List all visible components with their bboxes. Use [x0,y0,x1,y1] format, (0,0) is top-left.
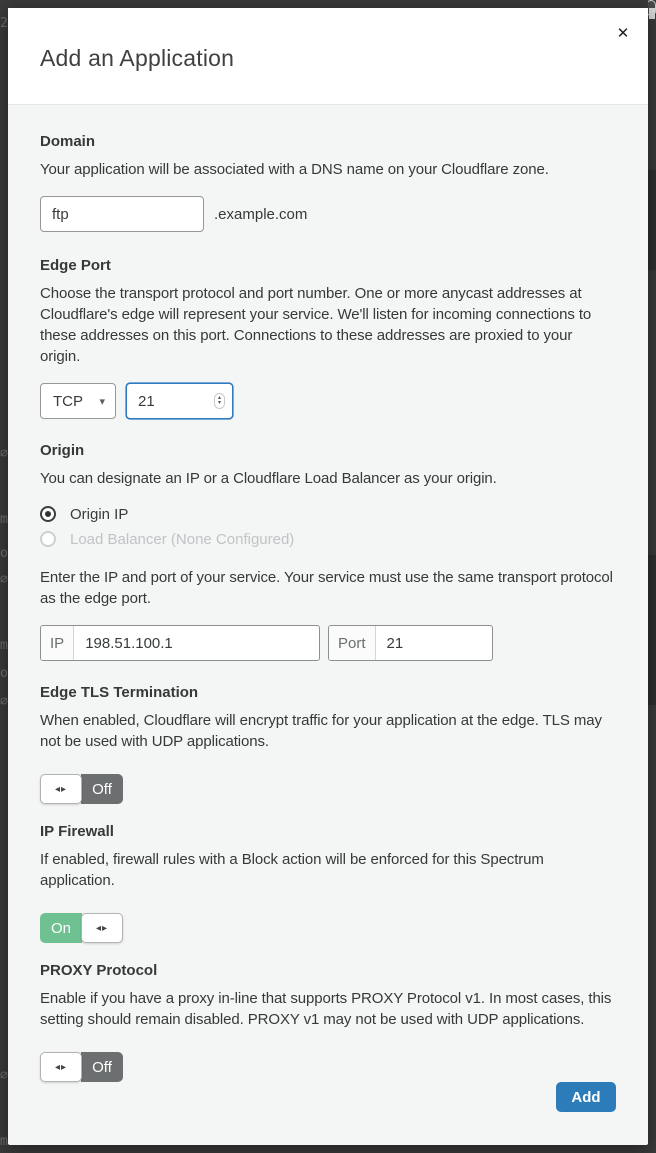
proxy-protocol-description: Enable if you have a proxy in-line that supports PROXY Protocol v1. In most cases, this setting should remain disabled. PROXY v1 may not be used with UDP applications. [40,990,612,1028]
toggle-state-label: Off [81,774,123,804]
edge-tls-description: When enabled, Cloudflare will encrypt traffic for your application at the edge. TLS may not be used with UDP applications. [40,712,602,750]
modal-footer [40,1082,616,1112]
origin-ip-description: Enter the IP and port of your service. Your service must use the same transport protocol as the edge port. [40,569,613,607]
backdrop-glyph: o [0,666,8,681]
proxy-protocol-toggle[interactable] [40,1052,124,1082]
backdrop-glyph: m [0,1134,8,1149]
backdrop-glyph: ∅ [0,572,8,587]
ip-firewall-toggle[interactable] [40,913,124,943]
spinner-down-icon[interactable]: ▾ [217,400,221,406]
protocol-select-value: TCP [53,392,83,410]
origin-section-label: Origin [40,442,85,459]
protocol-select[interactable] [40,383,116,419]
origin-port-input[interactable] [376,626,492,660]
spinner-up-icon[interactable]: ▴ [217,395,221,401]
radio-label: Origin IP [70,505,129,523]
toggle-knob-arrows-icon[interactable]: ◂▸ [40,774,82,804]
toggle-knob-arrows-icon[interactable]: ◂▸ [81,913,123,943]
ip-firewall-description: If enabled, firewall rules with a Block action will be enforced for this Spectrum application. [40,851,544,889]
edge-tls-section-label: Edge TLS Termination [40,684,199,701]
modal-title: Add an Application [40,45,235,71]
origin-radio-group [40,505,616,555]
backdrop-shadow [648,170,656,270]
origin-ip-input-group [40,625,320,661]
number-spinner-icon[interactable] [214,393,225,409]
ip-prefix-label: IP [41,626,74,660]
backdrop-glyph: m [0,638,8,653]
origin-ip-input[interactable] [74,626,319,660]
origin-port-input-group [328,625,493,661]
domain-description: Your application will be associated with a DNS name on your Cloudflare zone. [40,161,549,178]
toggle-state-label: Off [81,1052,123,1082]
backdrop-glyph: ∅ [0,1068,8,1083]
edge-port-row [40,383,616,419]
ip-firewall-section-label: IP Firewall [40,823,114,840]
backdrop-shadow [648,555,656,705]
radio-selected-icon[interactable] [40,506,56,522]
radio-disabled-icon [40,531,56,547]
backdrop-glyph: ∅ [0,694,8,709]
backdrop-glyph: m [0,512,8,527]
domain-input[interactable] [40,196,204,232]
add-application-modal [8,8,648,1145]
domain-row [40,196,616,232]
backdrop-glyph: o [0,546,8,561]
domain-suffix: .example.com [214,205,308,223]
port-prefix-label: Port [329,626,376,660]
edge-tls-toggle[interactable] [40,774,124,804]
backdrop-ui-fragment [649,8,655,19]
toggle-state-label: On [40,913,82,943]
backdrop-left-strip [0,0,8,1153]
edge-port-section-label: Edge Port [40,257,111,274]
edge-port-description: Choose the transport protocol and port number. One or more anycast addresses at Cloudflare's edge will represent your service. We'll listen for incoming connections to these addresses on this port. Connections to these addresses are proxied to your origin. [40,285,592,365]
origin-inputs-row [40,625,616,661]
proxy-protocol-section-label: PROXY Protocol [40,962,158,979]
edge-port-input-wrap [126,383,233,419]
toggle-knob-arrows-icon[interactable]: ◂▸ [40,1052,82,1082]
add-button[interactable]: Add [556,1082,616,1112]
modal-header [8,8,648,105]
close-icon[interactable]: ✕ [616,25,630,42]
backdrop-glyph: ∅ [0,446,8,461]
domain-section-label: Domain [40,133,96,150]
radio-option-load-balancer [40,530,616,548]
chevron-down-icon: ▾ [99,395,105,408]
backdrop-right-strip [648,0,656,1153]
radio-option-origin-ip[interactable] [40,505,616,523]
radio-label: Load Balancer (None Configured) [70,530,295,548]
backdrop-glyph: 2 [0,16,8,31]
origin-description: You can designate an IP or a Cloudflare Load Balancer as your origin. [40,470,497,487]
modal-body [8,105,648,1145]
